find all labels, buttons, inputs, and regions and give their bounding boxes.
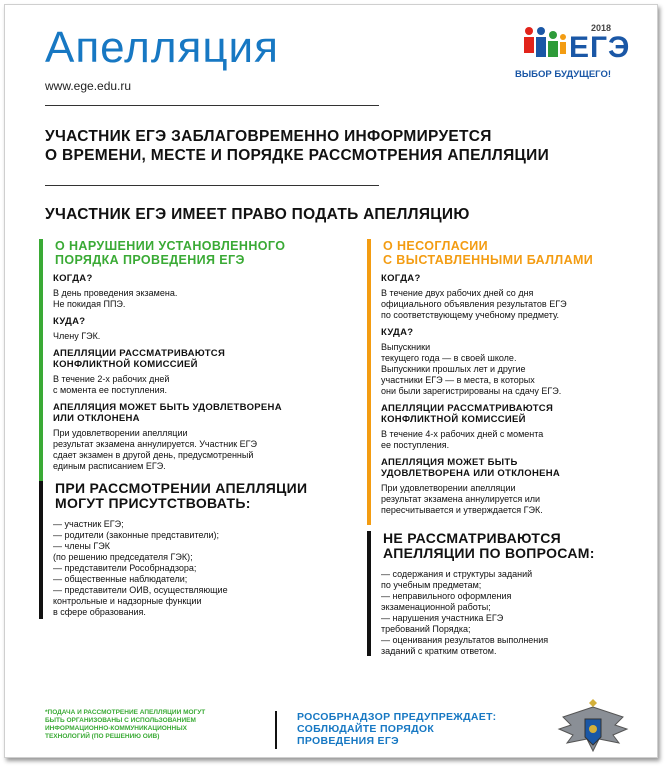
divider — [45, 185, 379, 186]
website-link[interactable]: www.ege.edu.ru — [45, 79, 132, 93]
not-reviewed-list: — содержания и структуры заданий по учебным предметам; — неправильного оформления экзаменационной работы; — нарушения участника ЕГЭ требований Порядка; — оценивания результатов выполнения заданий с кратким ответом. — [381, 569, 549, 656]
where-label: КУДА? — [381, 327, 414, 338]
procedure-violation-section — [39, 239, 343, 481]
footnote: *ПОДАЧА И РАССМОТРЕНИЕ АПЕЛЛЯЦИИ МОГУТ БЫТЬ ОРГАНИЗОВАНЫ С ИСПОЛЬЗОВАНИЕМ ИНФОРМАЦИОННО-КОММУНИКАЦИОННЫХ ТЕХНОЛОГИЙ (ПО РЕШЕНИЮ ОИВ) — [45, 709, 206, 740]
review-label: АПЕЛЛЯЦИИ РАССМАТРИВАЮТСЯ КОНФЛИКТНОЙ КОМИССИЕЙ — [381, 403, 554, 425]
attendees-section — [39, 481, 343, 619]
review-text: В течение 2-х рабочих дней с момента ее поступления. — [53, 374, 170, 395]
score-disagreement-heading: О НЕСОГЛАСИИ С ВЫСТАВЛЕННЫМИ БАЛЛАМИ — [383, 239, 594, 267]
logo-year: 2018 — [591, 23, 612, 33]
when-label: КОГДА? — [53, 273, 93, 284]
where-text: Выпускники текущего года — в своей школе. Выпускники прошлых лет и другие участники ЕГЭ — в места, в которых они были зарегистрированы на сдачу ЕГЭ. — [381, 342, 562, 396]
rosobrnadzor-warning: РОСОБРНАДЗОР ПРЕДУПРЕЖДАЕТ: СОБЛЮДАЙТЕ ПОРЯДОК ПРОВЕДЕНИЯ ЕГЭ — [297, 711, 497, 747]
score-disagreement-section — [367, 239, 661, 525]
logo-slogan: ВЫБОР БУДУЩЕГО! — [515, 69, 611, 80]
not-reviewed-section — [367, 531, 661, 656]
attendees-list: — участник ЕГЭ; — родители (законные представители); — члены ГЭК (по решению председателя ГЭК); — представители Рособрнадзора; — общественные наблюдатели; — представители ОИВ, осуществляющие контрольные и надзорные функции в сфере образования. — [53, 519, 228, 617]
procedure-violation-heading: О НАРУШЕНИИ УСТАНОВЛЕННОГО ПОРЯДКА ПРОВЕДЕНИЯ ЕГЭ — [55, 239, 286, 267]
right-heading: УЧАСТНИК ЕГЭ ИМЕЕТ ПРАВО ПОДАТЬ АПЕЛЛЯЦИЮ — [45, 206, 470, 223]
poster — [4, 4, 658, 758]
where-label: КУДА? — [53, 316, 86, 327]
ege-figures-icon — [521, 25, 567, 65]
when-text: В течение двух рабочих дней со дня официального объявления результатов ЕГЭ по соответствующему учебному предмету. — [381, 288, 567, 320]
review-text: В течение 4-х рабочих дней с момента ее поступления. — [381, 429, 544, 450]
footer-divider — [275, 711, 277, 749]
result-text: При удовлетворении апелляции результат экзамена аннулируется или пересчитывается и утверждается ГЭК. — [381, 483, 543, 515]
logo-text: ЕГЭ — [569, 31, 631, 64]
where-text: Члену ГЭК. — [53, 331, 101, 341]
not-reviewed-title: НЕ РАССМАТРИВАЮТСЯ АПЕЛЛЯЦИИ ПО ВОПРОСАМ: — [383, 530, 595, 561]
informed-heading: УЧАСТНИК ЕГЭ ЗАБЛАГОВРЕМЕННО ИНФОРМИРУЕТСЯ О ВРЕМЕНИ, МЕСТЕ И ПОРЯДКЕ РАССМОТРЕНИЯ АПЕЛЛЯЦИИ — [45, 128, 550, 164]
result-label: АПЕЛЛЯЦИЯ МОЖЕТ БЫТЬ УДОВЛЕТВОРЕНА ИЛИ ОТКЛОНЕНА — [381, 457, 561, 479]
when-text: В день проведения экзамена. Не покидая ППЭ. — [53, 288, 178, 309]
ege-logo — [515, 23, 645, 87]
result-text: При удовлетворении апелляции результат экзамена аннулируется. Участник ЕГЭ сдает экзамен в другой день, предусмотренный единым расписанием ЕГЭ. — [53, 428, 258, 471]
attendees-title: ПРИ РАССМОТРЕНИИ АПЕЛЛЯЦИИ МОГУТ ПРИСУТСТВОВАТЬ: — [55, 480, 308, 511]
review-label: АПЕЛЛЯЦИИ РАССМАТРИВАЮТСЯ КОНФЛИКТНОЙ КОМИССИЕЙ — [53, 348, 226, 370]
result-label: АПЕЛЛЯЦИЯ МОЖЕТ БЫТЬ УДОВЛЕТВОРЕНА ИЛИ ОТКЛОНЕНА — [53, 402, 282, 424]
divider — [45, 105, 379, 106]
when-label: КОГДА? — [381, 273, 421, 284]
page-title: Апелляция — [45, 23, 279, 72]
rosobrnadzor-emblem-icon — [553, 699, 633, 759]
